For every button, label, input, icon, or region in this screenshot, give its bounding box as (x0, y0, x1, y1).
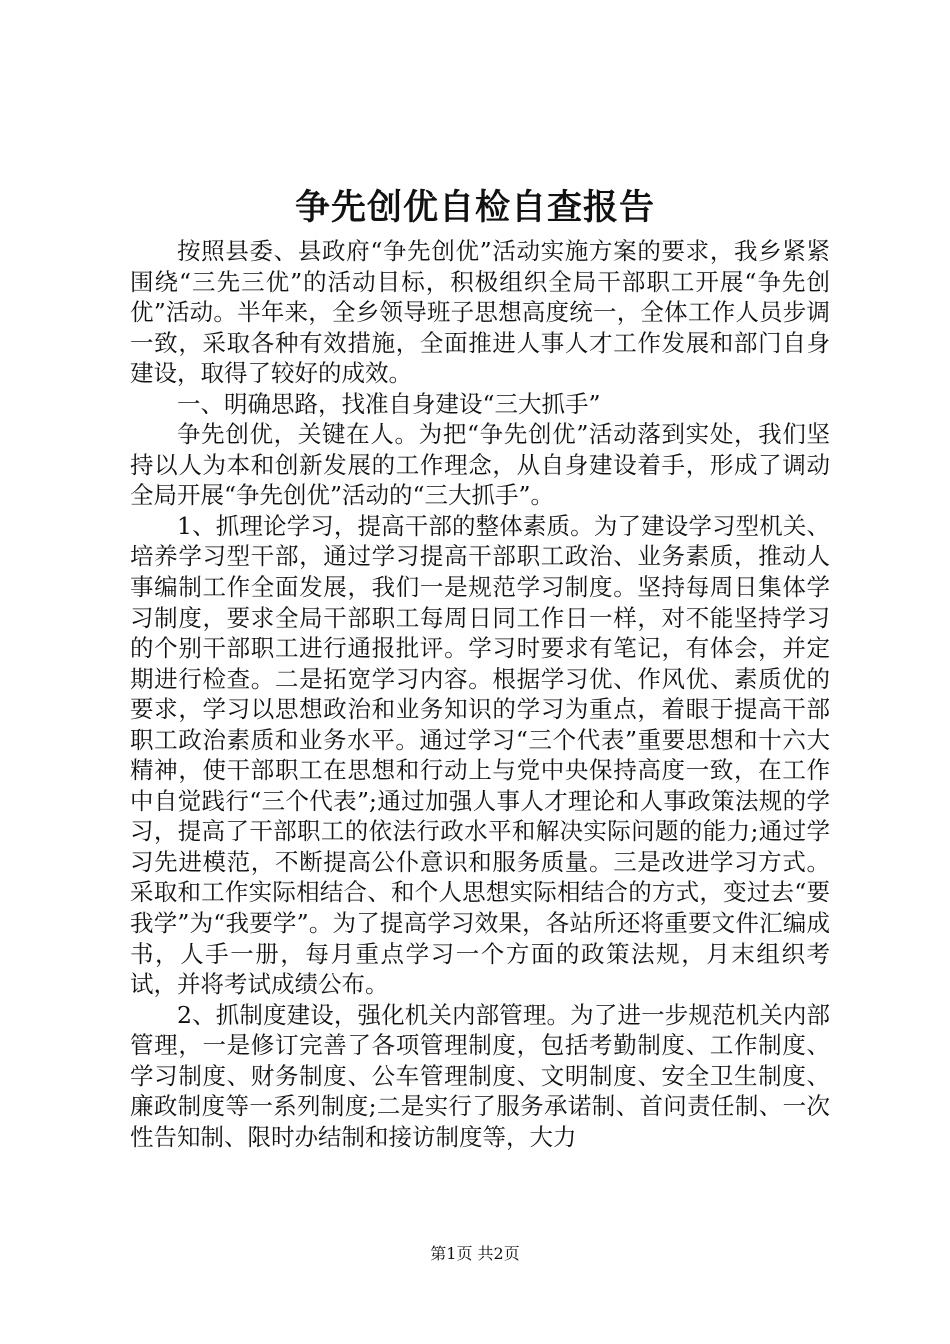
document-body (130, 236, 830, 1152)
paragraph-item-1: 1、抓理论学习，提高干部的整体素质。为了建设学习型机关、培养学习型干部，通过学习提高干部职工政治、业务素质，推动人事编制工作全面发展，我们一是规范学习制度。坚持每周日集体学习制度，要求全局干部职工每周日同工作日一样，对不能坚持学习的个别干部职工进行通报批评。学习时要求有笔记，有体会，并定期进行检查。二是拓宽学习内容。根据学习优、作风优、素质优的要求，学习以思想政治和业务知识的学习为重点，着眼于提高干部职工政治素质和业务水平。通过学习“三个代表”重要思想和十六大精神，使干部职工在思想和行动上与党中央保持高度一致，在工作中自觉践行“三个代表”;通过加强人事人才理论和人事政策法规的学习，提高了干部职工的依法行政水平和解决实际问题的能力;通过学习先进模范，不断提高公仆意识和服务质量。三是改进学习方式。采取和工作实际相结合、和个人思想实际相结合的方式，变过去“要我学”为“我要学”。为了提高学习效果，各站所还将重要文件汇编成书，人手一册，每月重点学习一个方面的政策法规，月末组织考试，并将考试成绩公布。 (130, 511, 830, 999)
page-number: 第1页 共2页 (430, 1244, 520, 1263)
paragraph-item-2: 2、抓制度建设，强化机关内部管理。为了进一步规范机关内部管理，一是修订完善了各项管理制度，包括考勤制度、工作制度、学习制度、财务制度、公车管理制度、文明制度、安全卫生制度、廉政制度等一系列制度;二是实行了服务承诺制、首问责任制、一次性告知制、限时办结制和接访制度等，大力 (130, 1000, 830, 1151)
paragraph-section-1: 争先创优，关键在人。为把“争先创优”活动落到实处，我们坚持以人为本和创新发展的工作理念，从自身建设着手，形成了调动全局开展“争先创优”活动的“三大抓手”。 (130, 420, 830, 510)
document-title: 争先创优自检自查报告 (294, 187, 655, 228)
section-heading-1: 一、明确思路，找准自身建设“三大抓手” (177, 389, 601, 418)
paragraph-intro: 按照县委、县政府“争先创优”活动实施方案的要求，我乡紧紧围绕“三先三优”的活动目标，积极组织全局干部职工开展“争先创优”活动。半年来，全乡领导班子思想高度统一，全体工作人员步调一致，采取各种有效措施，全面推进人事人才工作发展和部门自身建设，取得了较好的成效。 (130, 237, 830, 388)
